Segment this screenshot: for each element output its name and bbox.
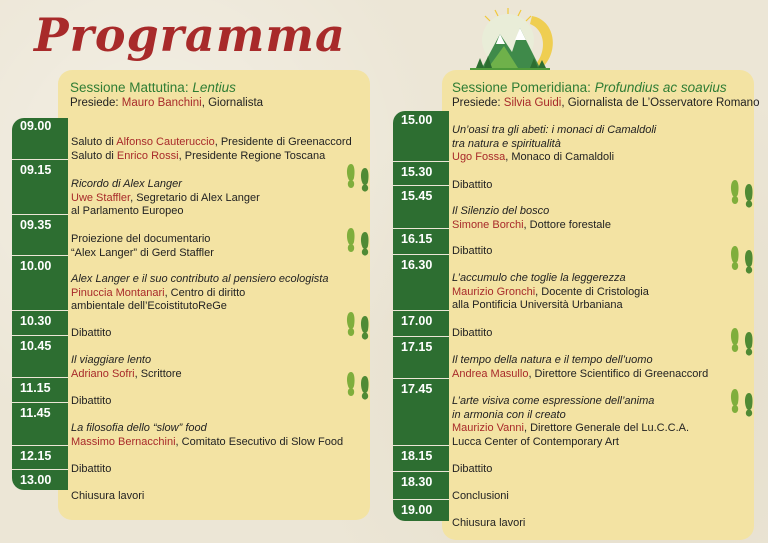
speaker-role: , Presidente di Greenaccord bbox=[214, 136, 352, 148]
presiede-label: Presiede: bbox=[70, 97, 122, 109]
chiusura-item: Chiusura lavori bbox=[71, 490, 145, 502]
tempo-item bbox=[452, 354, 708, 381]
talk-title: L’arte visiva come espressione dell’anima bbox=[452, 395, 655, 407]
divider bbox=[393, 228, 449, 229]
speaker-role: , Direttore Scientifico di Greenaccord bbox=[528, 367, 709, 380]
footprints-icon bbox=[728, 174, 758, 208]
dibattito-item: Dibattito bbox=[71, 395, 112, 407]
talk-title: L’accumulo che toglie la leggerezza bbox=[452, 272, 626, 284]
presiede-name: Silvia Guidi bbox=[503, 97, 562, 109]
talk-title: Il viaggiare lento bbox=[71, 354, 152, 366]
time-label: 11.15 bbox=[20, 381, 51, 395]
dibattito-item: Dibattito bbox=[71, 463, 112, 475]
divider bbox=[393, 310, 449, 311]
divider bbox=[12, 377, 68, 378]
time-label: 18.30 bbox=[401, 475, 433, 489]
talk-title: Un’oasi tra gli abeti: i monaci di Camaldoli bbox=[452, 124, 657, 136]
dibattito-item: Dibattito bbox=[452, 463, 493, 475]
divider bbox=[12, 469, 68, 470]
mountain-logo-icon bbox=[460, 6, 560, 80]
speaker-role: alla Pontificia Università Urbaniana bbox=[452, 299, 623, 311]
talk-title: Il Silenzio del bosco bbox=[452, 205, 550, 217]
viaggiare-item bbox=[71, 354, 182, 381]
divider bbox=[12, 159, 68, 160]
speaker-name: Uwe Staffler bbox=[71, 191, 131, 204]
time-label: 17.45 bbox=[401, 382, 433, 396]
dibattito-item: Dibattito bbox=[452, 327, 493, 339]
text: Proiezione del documentario bbox=[71, 233, 211, 245]
speaker-role: , Comitato Esecutivo di Slow Food bbox=[175, 435, 344, 448]
time-label: 12.15 bbox=[20, 449, 52, 463]
afternoon-timeline bbox=[393, 111, 449, 521]
time-label: 09.35 bbox=[20, 218, 52, 232]
speaker-role: , Presidente Regione Toscana bbox=[178, 149, 326, 162]
presiede-name: Mauro Banchini bbox=[121, 97, 202, 109]
session-label: Sessione Pomeridiana: bbox=[452, 80, 595, 95]
time-label: 17.15 bbox=[401, 340, 433, 354]
session-name: Profundius ac soavius bbox=[594, 80, 727, 95]
talk-title: La filosofia dello “slow” food bbox=[71, 422, 207, 434]
divider bbox=[12, 445, 68, 446]
text: “Alex Langer” di Gerd Staffler bbox=[71, 246, 214, 259]
speaker-name: Massimo Bernacchini bbox=[71, 435, 176, 448]
time-label: 18.15 bbox=[401, 449, 433, 463]
session-label: Sessione Mattutina: bbox=[70, 80, 193, 95]
time-label: 17.00 bbox=[401, 314, 433, 328]
morning-presiede bbox=[70, 97, 263, 109]
speaker-role: , Dottore forestale bbox=[523, 218, 611, 231]
accumulo-item bbox=[452, 272, 649, 313]
oasi-item bbox=[452, 124, 656, 165]
speaker-name: Ugo Fossa bbox=[452, 151, 506, 163]
time-label: 13.00 bbox=[20, 473, 52, 487]
speaker-role: , Direttore Generale del Lu.C.C.A. bbox=[523, 422, 690, 434]
saluto-item bbox=[71, 136, 352, 163]
talk-title: in armonia con il creato bbox=[452, 408, 566, 421]
chiusura-item: Chiusura lavori bbox=[452, 517, 526, 529]
time-label: 10.30 bbox=[20, 314, 52, 328]
footprints-icon bbox=[728, 322, 758, 356]
slow-food-item bbox=[71, 422, 343, 449]
footprints-icon bbox=[344, 366, 374, 400]
presiede-role: , Giornalista bbox=[201, 97, 264, 109]
afternoon-presiede bbox=[452, 97, 759, 109]
divider bbox=[393, 471, 449, 472]
silenzio-item bbox=[452, 205, 611, 232]
time-label: 09.15 bbox=[20, 163, 52, 177]
divider bbox=[393, 161, 449, 162]
speaker-name: Maurizio Gronchi bbox=[452, 285, 536, 298]
speaker-role: al Parlamento Europeo bbox=[71, 205, 184, 217]
talk-title: Ricordo di Alex Langer bbox=[71, 178, 182, 190]
time-label: 15.30 bbox=[401, 165, 433, 179]
speaker-role: , Centro di diritto bbox=[164, 286, 246, 299]
dibattito-item: Dibattito bbox=[71, 327, 112, 339]
proiezione-item bbox=[71, 233, 214, 260]
time-label: 19.00 bbox=[401, 503, 433, 517]
divider bbox=[393, 254, 449, 255]
divider bbox=[12, 255, 68, 256]
ricordo-item bbox=[71, 178, 260, 219]
talk-title: tra natura e spiritualità bbox=[452, 137, 561, 150]
morning-session-title bbox=[70, 80, 236, 95]
morning-timeline bbox=[12, 118, 68, 490]
divider bbox=[393, 445, 449, 446]
speaker-role: , Docente di Cristologia bbox=[535, 285, 649, 298]
divider bbox=[12, 214, 68, 215]
speaker-role: Lucca Center of Contemporary Art bbox=[452, 435, 619, 448]
speaker-name: Maurizio Vanni bbox=[452, 422, 524, 434]
divider bbox=[12, 310, 68, 311]
presiede-label: Presiede: bbox=[452, 97, 504, 109]
time-label: 10.45 bbox=[20, 339, 52, 353]
talk-title: Il tempo della natura e il tempo dell’uomo bbox=[452, 354, 653, 366]
speaker-role: , Monaco di Camaldoli bbox=[505, 151, 615, 163]
speaker-role: , Scrittore bbox=[134, 367, 182, 380]
time-label: 11.45 bbox=[20, 406, 51, 420]
talk-title: Alex Langer e il suo contributo al pensiero ecologista bbox=[71, 273, 329, 285]
presiede-role: , Giornalista de L’Osservatore Romano bbox=[561, 97, 760, 109]
divider bbox=[12, 402, 68, 403]
afternoon-session-title bbox=[452, 80, 727, 95]
divider bbox=[12, 335, 68, 336]
divider bbox=[393, 499, 449, 500]
divider bbox=[393, 378, 449, 379]
time-label: 16.15 bbox=[401, 232, 433, 246]
text: Saluto di bbox=[71, 149, 117, 162]
conclusioni-item: Conclusioni bbox=[452, 490, 509, 502]
divider bbox=[393, 185, 449, 186]
speaker-role: ambientale dell’EcoistitutoReGe bbox=[71, 300, 227, 312]
time-label: 16.30 bbox=[401, 258, 433, 272]
footprints-icon bbox=[344, 306, 374, 340]
arte-item bbox=[452, 395, 689, 449]
speaker-name: Pinuccia Montanari bbox=[71, 286, 165, 299]
footprints-icon bbox=[344, 158, 374, 192]
time-label: 10.00 bbox=[20, 259, 52, 273]
dibattito-item: Dibattito bbox=[452, 245, 493, 257]
speaker-name: Simone Borchi bbox=[452, 218, 524, 231]
session-name: Lentius bbox=[192, 80, 236, 95]
footprints-icon bbox=[728, 383, 758, 417]
footprints-icon bbox=[344, 222, 374, 256]
time-label: 15.00 bbox=[401, 113, 433, 127]
footprints-icon bbox=[728, 240, 758, 274]
time-label: 09.00 bbox=[20, 119, 52, 133]
speaker-name: Enrico Rossi bbox=[116, 149, 179, 162]
contributo-item bbox=[71, 273, 328, 314]
speaker-role: , Segretario di Alex Langer bbox=[130, 191, 260, 204]
speaker-name: Andrea Masullo bbox=[452, 367, 529, 380]
divider bbox=[393, 336, 449, 337]
dibattito-item: Dibattito bbox=[452, 179, 493, 191]
speaker-name: Adriano Sofri bbox=[71, 367, 135, 380]
speaker-name: Alfonso Cauteruccio bbox=[116, 136, 215, 148]
page-title: Programma bbox=[34, 8, 346, 62]
text: Saluto di bbox=[71, 136, 117, 148]
time-label: 15.45 bbox=[401, 189, 433, 203]
